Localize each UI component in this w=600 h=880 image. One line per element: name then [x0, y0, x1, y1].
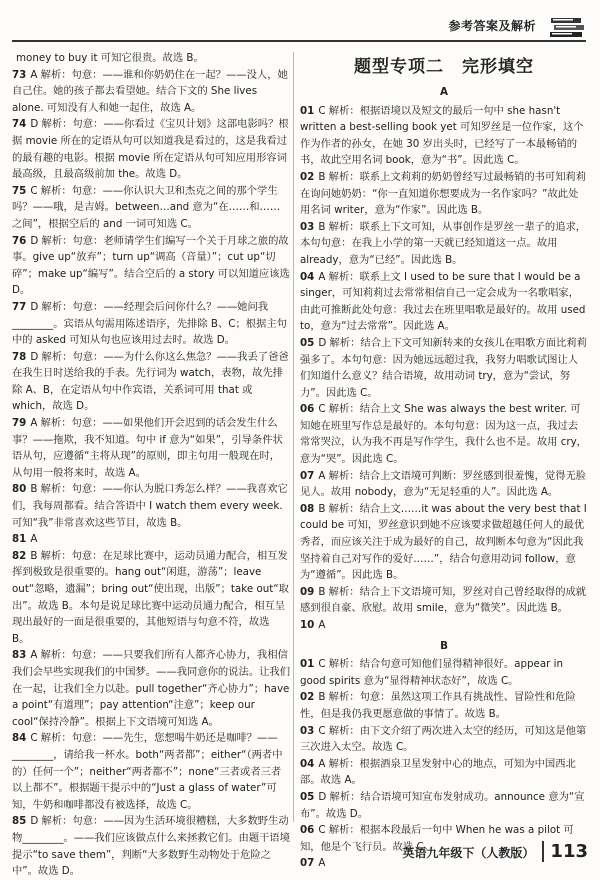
answer-entry: [300, 723, 588, 756]
question-number: 74: [12, 118, 27, 131]
question-number: 02: [300, 691, 315, 704]
question-number: 05: [300, 790, 315, 803]
question-number: 85: [12, 815, 27, 828]
answer-explanation: B 解析：结合上文……it was about the very best that I could be 可知，罗丝意识到她不应该要求做超越任何人的最优秀者，而应该关注于成为最好的自己，故判断本句意为“因此我坚持着自己对写作的爱好……”，结合句意用动词 follow，意为“遵循”。因此选 B。: [300, 502, 587, 582]
answer-entry: [300, 269, 588, 335]
answer-explanation: D 解析：结合上下文可知新转来的女孩儿在唱歌方面比莉莉强多了。本句句意：因为她远远超过我，我努力唱歌试图让人们知道什么意义？结合语境，故用动词 try，意为“尝试，努力”。因此选 C。: [300, 336, 587, 399]
header-rule: [12, 40, 586, 42]
answer-entry: [300, 501, 588, 584]
part-a-answers: [300, 103, 588, 634]
answer-entry: [300, 617, 588, 634]
question-number: 79: [12, 417, 27, 430]
question-number: 05: [300, 336, 315, 349]
answer-explanation: A 解析：联系上文 I used to be sure that I would be a singer，可知莉莉过去常常相信自己一定会成为一名歌唱家，由此可推断此处句意：我过去在班里唱歌是最好的。故用 used to，意为“过去常常”。因此选 A。: [300, 270, 586, 333]
part-a-label: A: [440, 86, 448, 98]
left-column: [12, 50, 290, 880]
answer-entry: [300, 169, 588, 219]
question-number: 07: [300, 857, 315, 870]
part-b-answers: [300, 656, 588, 872]
part-b-label: B: [440, 639, 448, 652]
answer-text: [300, 756, 588, 789]
answer-explanation: C 解析：句意：——先生，您想喝牛奶还是咖啡？——________，请给我一杯水。both“两者都”；either“（两者中的）任何一个”；neither“两者都不”；none“三者或者三者以上都不”。根据题干提示中的“Just a glass of water”可知，牛奶和咖啡都没有被选择，故选 C。: [12, 732, 283, 811]
answer-text: [300, 335, 588, 401]
answer-entry: [300, 335, 588, 401]
answer-text: [12, 481, 290, 531]
answer-explanation: B 解析：句意：——你认为脱口秀怎么样？——我喜欢它们，我每周都看。结合答语中 I watch them every week. 可知“我”非常喜欢这些节目，故选 B。: [12, 483, 288, 529]
answer-explanation: A 解析：句意：——谁和你奶奶住在一起？——没人，她自己住。她的孩子都去看望她。结合下文的 She lives alone. 可知没有人和她一起住，故选 A。: [12, 68, 288, 114]
answer-entry: [300, 789, 588, 822]
question-number: 82: [12, 549, 27, 562]
answer-text: [12, 233, 290, 299]
answer-entry: [300, 401, 588, 467]
answer-entry: [12, 116, 290, 182]
question-number: 04: [300, 757, 315, 770]
answer-text: [300, 584, 588, 617]
answer-explanation: money to buy it 可知它很贵。故选 B。: [16, 52, 204, 64]
answer-text: [300, 219, 588, 269]
question-number: 83: [12, 649, 27, 662]
answer-text: [12, 415, 290, 481]
answer-entry: [12, 481, 290, 531]
answer-entry: [12, 50, 290, 67]
answer-text: [12, 116, 290, 182]
answer-text: [12, 531, 290, 548]
answer-explanation: A: [318, 857, 326, 870]
answer-text: [300, 723, 588, 756]
answer-explanation: D 解析：句意：老师请学生们编写一个关于月球之旅的故事。give up“放弃”；turn up“调高（音量）”；cut up“切碎”；make up“编写”。结合空后的 a story 可以知道应该选 D。: [12, 234, 290, 297]
question-number: 80: [12, 483, 27, 496]
answer-explanation: C 解析：由下文介绍了两次进入太空的经历，可知这是他第三次进入太空。故选 C。: [300, 724, 587, 754]
question-number: 01: [300, 658, 315, 671]
answer-explanation: D 解析：句意：——为什么你这么焦急？——我丢了爸爸在我生日时送给我的手表。先行词为 watch，表物，故先排除 A、B，在定语从句中作宾语，关系词可用 that 或 which，故选 D。: [12, 350, 289, 413]
question-number: 02: [300, 170, 315, 183]
question-number: 03: [300, 724, 315, 737]
footer-book-title: 英语九年级下（人教版）: [402, 846, 535, 861]
question-number: 84: [12, 732, 27, 745]
answer-entry: [12, 233, 290, 299]
answer-entry: [12, 647, 290, 730]
question-number: 06: [300, 403, 315, 416]
question-number: 75: [12, 184, 27, 197]
question-number: 01: [300, 104, 315, 117]
answer-entry: [12, 415, 290, 481]
answer-text: [12, 548, 290, 648]
question-number: 10: [300, 619, 315, 631]
answer-explanation: D 解析：句意：——你看过《宝贝计划》这部电影吗？根据 movie 所在的定语从句可以知道我是看过的，这是我看过的最有趣的电影。根据 movie 所在定语从句可知应用形容词最高级，且最高级前加 the。故选 D。: [12, 118, 289, 181]
question-number: 73: [12, 68, 27, 81]
question-number: 09: [300, 585, 315, 598]
page-footer: [402, 841, 588, 863]
answer-explanation: B 解析：结合上下文语境可知，罗丝对自己曾经取得的成就感到很自豪、欣慰。故用 smile，意为“微笑”。因此选 B。: [300, 585, 587, 615]
answer-explanation: C 解析：结合句意可知他们显得精神很好。appear in good spirits 意为“显得精神状态好”，故选 C。: [300, 658, 564, 687]
answer-entry: [12, 730, 290, 813]
answer-text: [12, 50, 290, 67]
answer-entry: [12, 299, 290, 349]
question-number: 04: [300, 270, 315, 283]
answer-explanation: B 解析：句意：在足球比赛中，运动员通力配合，相互发挥到极致是很重要的。hang out“闲逛，游荡”；leave out“忽略，遗漏”；bring out“使出现，出版”；take out“取出”。故选 B。本句是说足球比赛中运动员通力配合，相互呈现出最好的一面是很重要的，其他短语与句意不符，故选 B。: [12, 549, 289, 645]
question-number: 07: [300, 469, 315, 482]
answer-entry: [300, 689, 588, 722]
question-number: 78: [12, 350, 27, 363]
question-number: 76: [12, 234, 27, 247]
answer-text: [300, 269, 588, 335]
answer-text: [300, 169, 588, 219]
answer-entry: [12, 349, 290, 415]
answer-explanation: C 解析：结合上文 She was always the best writer. 可知她在班里写作总是最好的。本句句意：因为这一点，我过去常常哭泣，认为我不再是写作学生，我什么也不是。故用 cry，意为“哭”。因此选 C。: [300, 403, 587, 466]
answer-text: [12, 67, 290, 117]
answer-entry: [300, 468, 588, 501]
answer-text: [12, 349, 290, 415]
answer-explanation: C 解析：句意：——你认识大卫和杰克之间的那个学生吗？——哦，是吉姆。between…and 意为“在……和……之间”，根据空后的 and 一词可知选 C。: [12, 184, 281, 230]
page-number: 113: [542, 841, 588, 862]
answer-entry: [12, 183, 290, 233]
answer-entry: [300, 219, 588, 269]
answer-text: [300, 401, 588, 467]
books-icon: [548, 14, 588, 42]
answer-entry: [12, 67, 290, 117]
answer-explanation: A: [318, 619, 326, 631]
answer-entry: [300, 656, 588, 689]
answer-text: [300, 789, 588, 822]
answer-explanation: B 解析：联系上下文可知，从事创作是罗丝一辈子的追求，本句句意：在我上小学的第一天就已经知道这一点。故用 already，意为“已经”。因此选 B。: [300, 220, 587, 266]
header-title: 参考答案及解析: [448, 19, 536, 33]
answer-explanation: D 解析：句意：——因为生活环境很糟糕，大多数野生动物________。——我们应该做点什么来拯救它们。由题干语境提示“to save them”，判断“大多数野生动物处于危险之中”。故选 D。: [12, 815, 291, 878]
question-number: 06: [300, 824, 315, 837]
answer-text: [12, 183, 290, 233]
answer-entry: [300, 584, 588, 617]
answer-text: [300, 103, 588, 169]
answer-text: [300, 689, 588, 722]
answer-text: [12, 299, 290, 349]
column-divider: [293, 52, 294, 822]
question-number: 08: [300, 502, 315, 515]
answer-explanation: D 解析：句意：——经理会后问你什么？——她问我________。宾语从句需用陈述语序，先排除 B、C；根据主句中的 asked 可知从句也应该用过去时。故选 D。: [12, 300, 287, 347]
answer-explanation: C 解析：根据语境以及短文的最后一句中 she hasn't written a best-selling book yet 可知罗丝是一位作家，这个作为作者的孙女，在她 30 岁出头时，已经写了一本最畅销的书，故此空用名词 book，意为“书”。因此选 C。: [300, 104, 584, 167]
right-column: [300, 50, 588, 872]
answer-text: [12, 730, 290, 813]
answer-explanation: B 解析：句意：虽然这项工作具有挑战性、冒险性和危险性，但是我仍我更愿意做的事情了。故选 B。: [300, 691, 576, 720]
question-number: 77: [12, 300, 27, 313]
page-header: [0, 0, 600, 50]
answer-text: [300, 468, 588, 501]
answer-entry: [300, 756, 588, 789]
answer-explanation: A 解析：结合上文语境可判断：罗丝感到很羞愧，觉得无脸见人。故用 nobody，意为“无足轻重的人”。因此选 A。: [300, 469, 587, 499]
answer-entry: [12, 548, 290, 648]
answer-text: [12, 647, 290, 730]
answer-text: [300, 501, 588, 584]
answer-text: [300, 656, 588, 689]
answer-explanation: A 解析：根据酒泉卫星发射中心的地点，可知为中国西北部。故选 A。: [300, 757, 576, 787]
answer-explanation: A: [30, 533, 38, 546]
answer-text: [300, 617, 588, 634]
question-number: 81: [12, 533, 27, 546]
question-number: 03: [300, 220, 315, 233]
answer-explanation: A 解析：句意：——只要我们所有人都齐心协力，我相信我们会早些实现我们的中国梦。——我同意你的说法。让我们在一起，让我们全力以赴。pull together“齐心协力”；have a point“有道理”；pay attention“注意”；keep our cool“保持冷静”。根据上下文语境可知选 A。: [12, 649, 291, 728]
answer-explanation: A 解析：句意：——如果他们开会迟到的话会发生什么事？——拖欺，我不知道。句中 if 意为“如果”，引导条件状语从句，应遵循“主将从现”的原则，即主句用一般现在时，从句用一般将来时，故选 A。: [12, 417, 283, 479]
answer-entry: [300, 103, 588, 169]
answer-explanation: D 解析：结合语境可知宣布发射成功。announce 意为“宣布”。故选 D。: [300, 790, 585, 820]
section-title: 题型专项二 完形填空: [354, 57, 534, 77]
answer-entry: [12, 531, 290, 548]
answer-explanation: C 解析：根据本段最后一句中 When he was a pilot 可知，他是个飞行员。故选 C。: [300, 824, 574, 853]
answer-explanation: B 解析：联系上文莉莉的奶奶曾经写过最畅销的书可知莉莉在询问她奶奶：“你一直知道你想要成为一名作家吗？”故此处用名词 writer，意为“作家”。因此选 B。: [300, 170, 587, 217]
